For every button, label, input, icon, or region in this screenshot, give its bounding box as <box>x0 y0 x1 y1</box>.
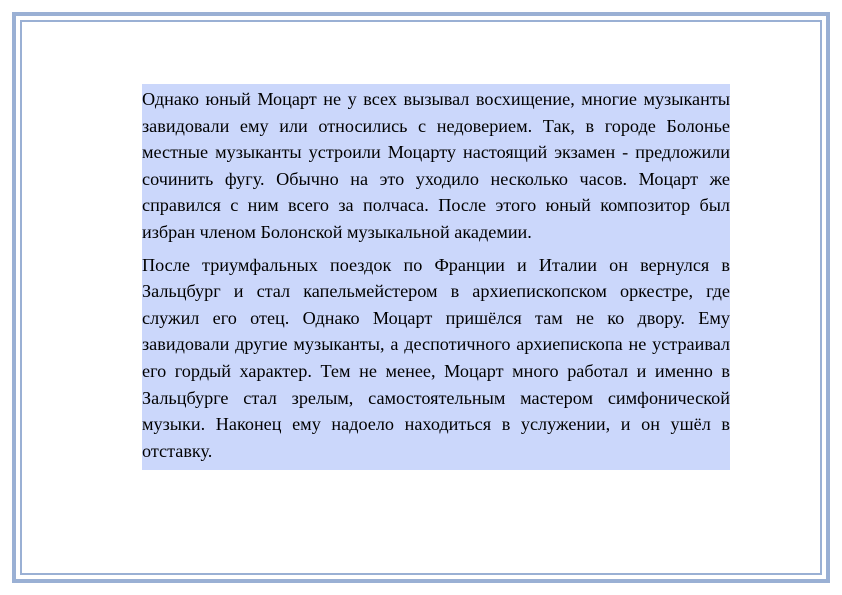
paragraph-1: Однако юный Моцарт не у всех вызывал восхищение, многие музыканты завидовали ему или относились с недоверием. Так, в городе Болонье местные музыканты устроили Моцарту настоящий экзамен - предложили сочинить фугу. Обычно на это уходило несколько часов. Моцарт же справился с ним всего за полчаса. После этого юный композитор был избран членом Болонской музыкальной академии. <box>142 89 730 242</box>
text-box <box>142 84 730 470</box>
paragraph-2: После триумфальных поездок по Франции и Италии он вернулся в Зальцбург и стал капельмейстером в архиепископском оркестре, где служил его отец. Однако Моцарт пришёлся там не ко двору. Ему завидовали другие музыканты, а деспотичного архиепископа не устраивал его гордый характер. Тем не менее, Моцарт много работал и именно в Зальцбурге стал зрелым, самостоятельным мастером симфонической музыки. Наконец ему надоело находиться в услужении, и он ушёл в отставку. <box>142 254 730 461</box>
